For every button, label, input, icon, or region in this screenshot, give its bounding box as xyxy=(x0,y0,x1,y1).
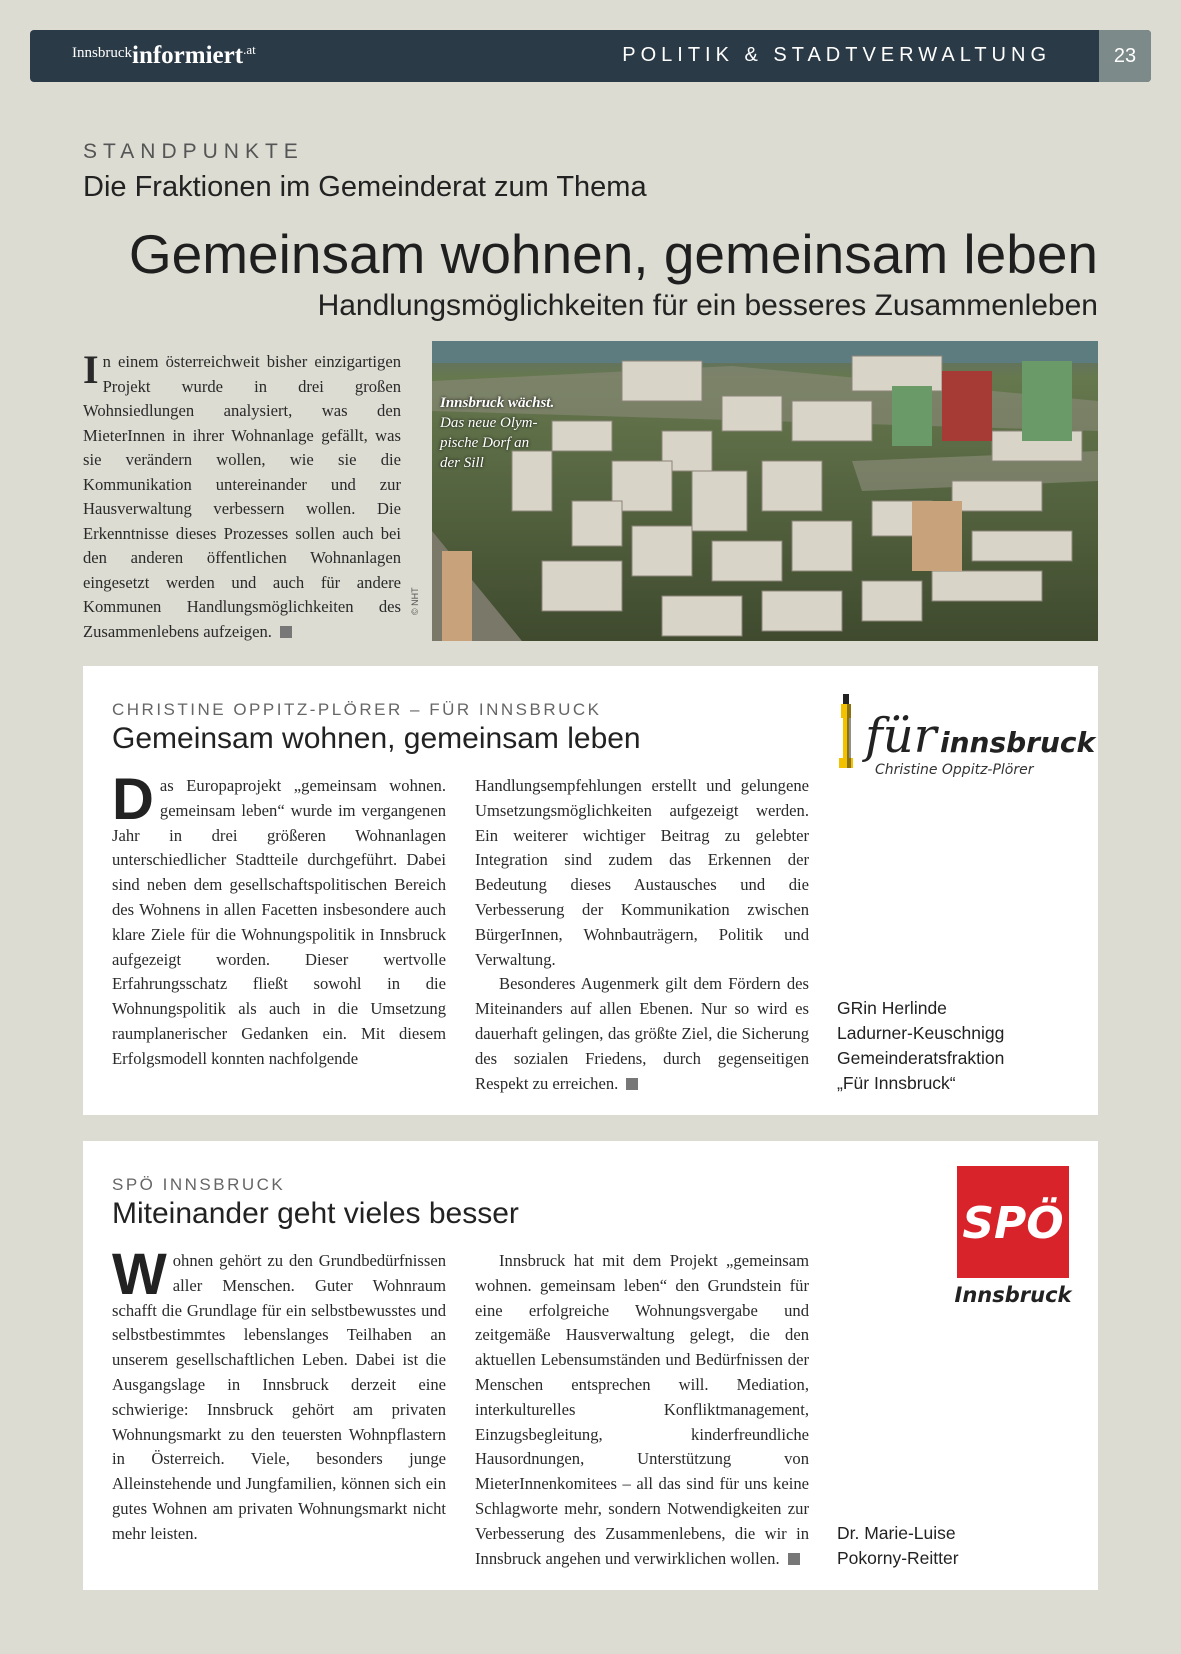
card-dropcap: D xyxy=(112,767,154,832)
author-line-1: Dr. Marie-Luise xyxy=(837,1523,956,1543)
kicker: STANDPUNKTE xyxy=(83,140,304,163)
card-col1-text: ohnen gehört zu den Grundbedürfnissen aller Menschen. Guter Wohnraum schafft die Grundlage für ein selbstbewusstes und selbstbestimmtes lebenslanges Teilhaben an unserem gesellschaftlichen Leben. Dabei ist die Ausgangslage in Innsbruck derzeit eine schwierige: Innsbruck gehört am privaten Wohnungsmarkt zu den teuersten Wohnpflastern in Österreich. Viele, besonders junge Alleinstehende und Jungfamilien, können sich ein gutes Wohnen am privaten Wohnungsmarkt nicht mehr leisten. xyxy=(112,1251,446,1543)
card-column-1 xyxy=(112,1242,446,1547)
subkicker: Die Fraktionen im Gemeinderat zum Thema xyxy=(83,171,647,203)
section-label: POLITIK & STADTVERWALTUNG xyxy=(622,44,1051,66)
card-col2-p1: Innsbruck hat mit dem Projekt „gemeinsam wohnen. gemeinsam leben“ den Grundstein für eine erfolgreiche Wohnungsvergabe und zeitgemäße Hausverwaltung gelegt, die den aktuellen Lebensumständen und Bedürfnissen der Menschen entsprechen will. Mediation, interkulturelles Konfliktmanagement, Einzugsbegleitung, kinderfreundliche Hausordnungen, Unterstützung von MieterInnenkomitees – all das sind für uns keine Schlagworte mehr, sondern Notwendigkeiten zur Verbesserung des Zusammenlebens, die wir in Innsbruck angehen und verwirklichen wollen. xyxy=(475,1251,809,1568)
masthead xyxy=(30,30,1151,82)
author-block xyxy=(837,996,1004,1096)
author-line-4: „Für Innsbruck“ xyxy=(837,1073,956,1093)
end-mark-icon xyxy=(626,1078,638,1090)
end-mark-icon xyxy=(280,626,292,638)
brand-big: informiert xyxy=(132,42,244,69)
card-col2-p1: Handlungsempfehlungen erstellt und gelungene Umsetzungsmöglichkeiten aufgezeigt werden. Ein weiterer wichtiger Beitrag zu gelebter Integration sind zudem das Erkennen der Bedeutung dieses Austausches und die Verbesserung der Kommunikation zwischen BürgerInnen, Wohnbauträgern, Politik und Verwaltung. xyxy=(475,776,809,969)
brand-logo xyxy=(72,42,256,70)
card-title: Gemeinsam wohnen, gemeinsam leben xyxy=(112,722,641,755)
author-line-1: GRin Herlinde xyxy=(837,998,947,1018)
statement-card-fuer-innsbruck xyxy=(83,666,1098,1115)
logo-word-2: innsbruck xyxy=(940,726,1096,759)
intro-dropcap: I xyxy=(83,347,99,392)
author-line-3: Gemeinderatsfraktion xyxy=(837,1048,1005,1068)
author-line-2: Pokorny-Reitter xyxy=(837,1548,959,1568)
caption-line-2: pische Dorf an xyxy=(440,435,530,451)
card-column-2 xyxy=(475,774,809,1096)
author-line-2: Ladurner-Keuschnigg xyxy=(837,1023,1005,1043)
caption-line-3: der Sill xyxy=(440,455,484,471)
intro-body: n einem österreichweit bisher einzigartigen Projekt wurde in drei großen Wohnsiedlungen analysiert, was den MieterInnen in ihrer Wohnanlage gefällt, was sie verändern wollen, wie sie die Kommunikation untereinander und zur Hausverwaltung verbessern wollen. Die Erkenntnisse dieses Prozesses sollen auch bei den anderen öffentlichen Wohnanlagen eingesetzt werden und auch für andere Kommunen Handlungsmöglichkeiten des Zusammenlebens aufzeigen. xyxy=(83,352,401,641)
card-dropcap: W xyxy=(112,1242,167,1307)
fuer-innsbruck-logo xyxy=(835,690,1096,790)
card-col1-text: as Europaprojekt „gemeinsam wohnen. gemeinsam leben“ wurde im vergangenen Jahr in drei größeren Wohnanlagen unterschiedlicher Stadtteile durchgeführt. Dabei sind neben dem gesellschaftspolitischen Bereich des Wohnens in allen Facetten insbesondere auch klare Ziele für die Wohnungspolitik in Innsbruck aufgezeigt worden. Dieser wertvolle Erfahrungsschatz fließt sowohl in die Wohnungspolitik als auch in die Umsetzung raumplanerischer Gedanken ein. Mit diesem Erfolgsmodell konnten nachfolgende xyxy=(112,776,446,1068)
headline: Gemeinsam wohnen, gemeinsam leben xyxy=(128,223,1098,285)
logo-word-1: für xyxy=(865,708,937,764)
end-mark-icon xyxy=(788,1553,800,1565)
photo-credit: © NHT xyxy=(410,587,420,615)
statement-card-spoe xyxy=(83,1141,1098,1590)
card-column-1 xyxy=(112,767,446,1072)
card-title: Miteinander geht vieles besser xyxy=(112,1197,519,1230)
caption-bold: Innsbruck wächst. xyxy=(440,395,555,411)
caption-line-1: Das neue Olym- xyxy=(440,415,538,431)
brand-small: Innsbruck xyxy=(72,45,132,61)
intro-text xyxy=(83,347,401,644)
aerial-photo-illustration xyxy=(432,341,1098,641)
logo-word: SPÖ xyxy=(962,1198,1064,1249)
card-party: SPÖ INNSBRUCK xyxy=(112,1175,286,1194)
card-column-2 xyxy=(475,1249,809,1571)
logo-sub: Innsbruck xyxy=(954,1283,1072,1307)
logo-sub: Christine Oppitz-Plörer xyxy=(875,762,1034,778)
page-number: 23 xyxy=(1099,30,1151,82)
column-statue-icon xyxy=(839,694,853,768)
subheadline: Handlungsmöglichkeiten für ein besseres Zusammenleben xyxy=(317,289,1098,322)
aerial-photo xyxy=(432,341,1098,641)
author-block xyxy=(837,1521,959,1571)
spoe-logo xyxy=(954,1166,1072,1309)
brand-at: .at xyxy=(243,42,256,57)
card-party: CHRISTINE OPPITZ-PLÖRER – FÜR INNSBRUCK xyxy=(112,700,602,719)
photo-caption xyxy=(440,393,554,473)
card-col2-p2: Besonderes Augenmerk gilt dem Fördern des Miteinanders auf allen Ebenen. Nur so wird es dauerhaft gelingen, das größte Ziel, die Sicherung des sozialen Friedens, durch gegenseitigen Respekt zu erreichen. xyxy=(475,974,809,1093)
